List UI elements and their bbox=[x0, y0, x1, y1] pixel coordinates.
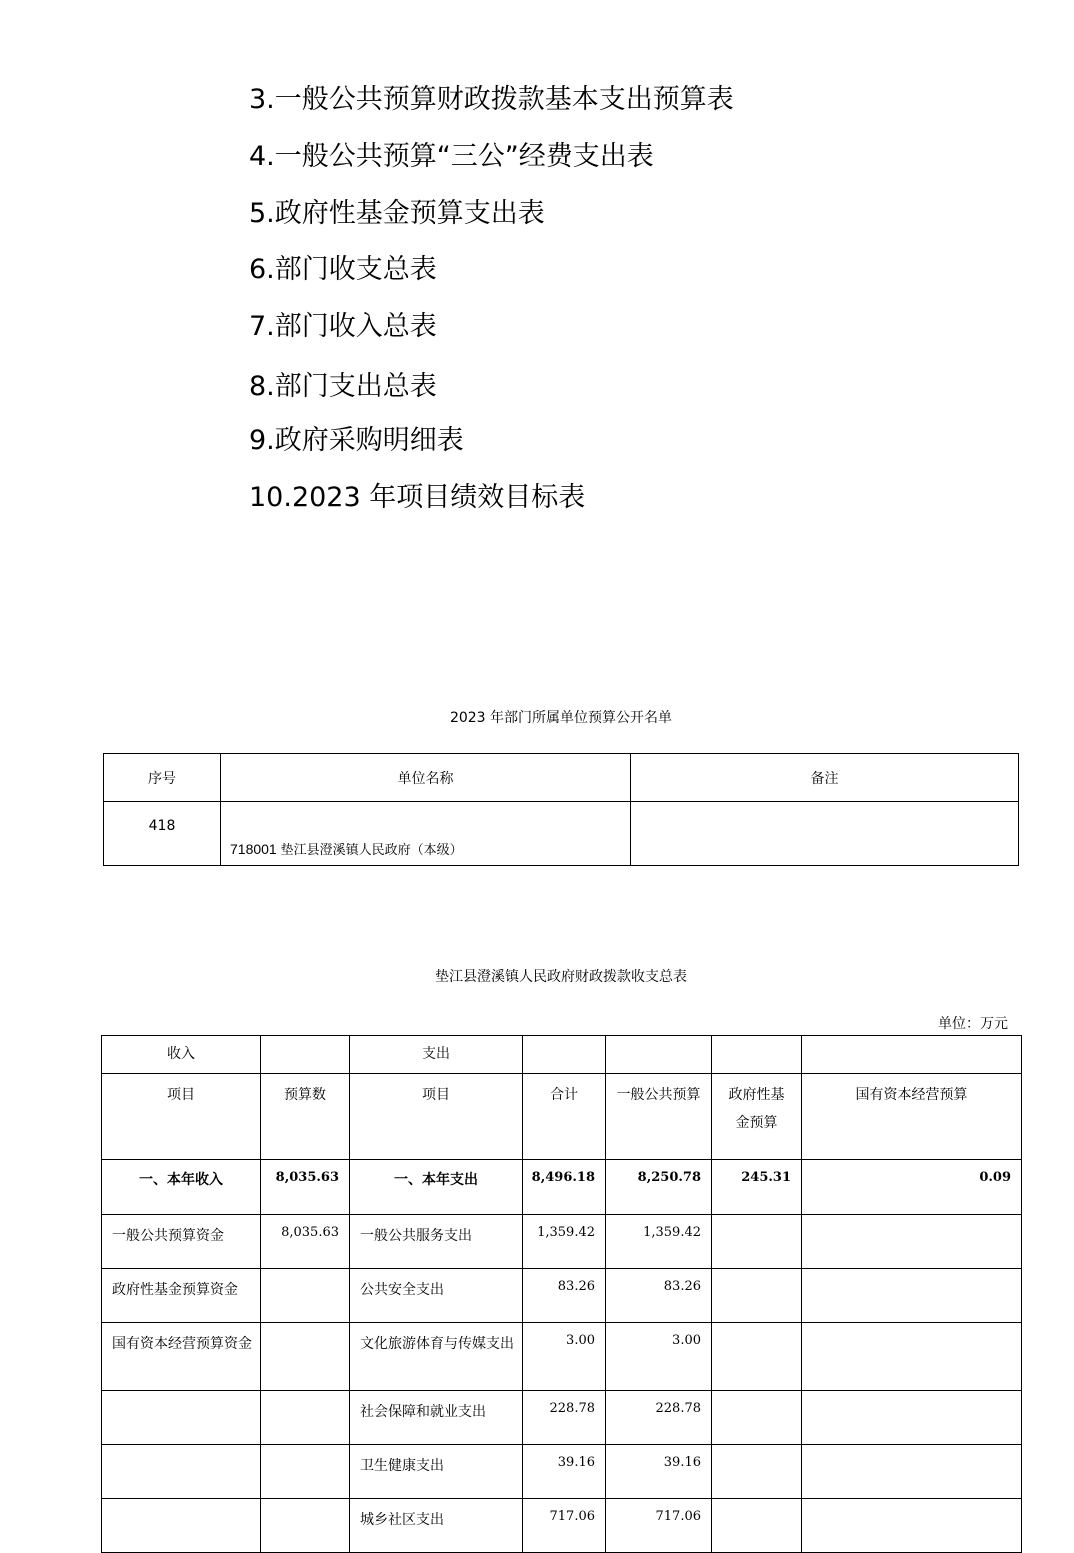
total-expense-value: 8,496.18 bbox=[523, 1160, 606, 1215]
unit-name: 垫江县澄溪镇人民政府（本级） bbox=[280, 843, 463, 858]
expense-total: 3.00 bbox=[523, 1323, 606, 1391]
income-value bbox=[261, 1391, 350, 1445]
empty-cell bbox=[802, 1036, 1022, 1074]
toc-item: 9.政府采购明细表 bbox=[249, 425, 464, 456]
table-row bbox=[102, 1499, 1022, 1553]
toc-item: 5.政府性基金预算支出表 bbox=[249, 198, 545, 229]
expense-item: 文化旅游体育与传媒支出 bbox=[350, 1323, 523, 1391]
toc-item: 6.部门收支总表 bbox=[249, 254, 437, 285]
table-row bbox=[102, 1323, 1022, 1391]
header-total: 合计 bbox=[523, 1074, 606, 1160]
table-row bbox=[102, 1269, 1022, 1323]
toc-item: 3.一般公共预算财政拨款基本支出预算表 bbox=[249, 84, 734, 115]
expense-general: 717.06 bbox=[606, 1499, 712, 1553]
summary-table-title: 垫江县澄溪镇人民政府财政拨款收支总表 bbox=[435, 969, 687, 985]
summary-table bbox=[101, 1035, 1022, 1553]
income-item: 政府性基金预算资金 bbox=[102, 1269, 261, 1323]
expense-general: 39.16 bbox=[606, 1445, 712, 1499]
expense-fund bbox=[712, 1323, 802, 1391]
total-general-budget: 8,250.78 bbox=[606, 1160, 712, 1215]
toc-item: 10.2023 年项目绩效目标表 bbox=[249, 482, 586, 513]
expense-item: 公共安全支出 bbox=[350, 1269, 523, 1323]
expense-item: 城乡社区支出 bbox=[350, 1499, 523, 1553]
expense-total: 717.06 bbox=[523, 1499, 606, 1553]
income-item: 一般公共预算资金 bbox=[102, 1215, 261, 1269]
expense-capital bbox=[802, 1445, 1022, 1499]
expense-capital bbox=[802, 1269, 1022, 1323]
expense-total: 1,359.42 bbox=[523, 1215, 606, 1269]
total-state-capital-budget: 0.09 bbox=[802, 1160, 1022, 1215]
income-header: 收入 bbox=[102, 1036, 261, 1074]
expense-total: 83.26 bbox=[523, 1269, 606, 1323]
expense-fund bbox=[712, 1269, 802, 1323]
table-row bbox=[102, 1215, 1022, 1269]
header-fund-budget: 政府性基金预算 bbox=[712, 1074, 802, 1160]
table-total-row bbox=[102, 1160, 1022, 1215]
total-expense-label: 一、本年支出 bbox=[350, 1160, 523, 1215]
toc-item: 8.部门支出总表 bbox=[249, 371, 437, 402]
table-row bbox=[102, 1445, 1022, 1499]
header-item: 项目 bbox=[350, 1074, 523, 1160]
income-value: 8,035.63 bbox=[261, 1215, 350, 1269]
expense-general: 83.26 bbox=[606, 1269, 712, 1323]
total-fund-budget: 245.31 bbox=[712, 1160, 802, 1215]
header-index: 序号 bbox=[104, 754, 221, 802]
header-note: 备注 bbox=[631, 754, 1019, 802]
header-unit-name: 单位名称 bbox=[221, 754, 631, 802]
expense-capital bbox=[802, 1323, 1022, 1391]
table-top-header-row bbox=[102, 1036, 1022, 1074]
empty-cell bbox=[712, 1036, 802, 1074]
income-value bbox=[261, 1323, 350, 1391]
empty-cell bbox=[523, 1036, 606, 1074]
toc-item: 4.一般公共预算“三公”经费支出表 bbox=[249, 141, 654, 172]
row-index: 418 bbox=[104, 802, 221, 866]
table-row bbox=[104, 802, 1019, 866]
expense-capital bbox=[802, 1499, 1022, 1553]
expense-item: 一般公共服务支出 bbox=[350, 1215, 523, 1269]
empty-cell bbox=[261, 1036, 350, 1074]
income-value bbox=[261, 1445, 350, 1499]
header-general-budget: 一般公共预算 bbox=[606, 1074, 712, 1160]
header-budget: 预算数 bbox=[261, 1074, 350, 1160]
income-value bbox=[261, 1269, 350, 1323]
header-item: 项目 bbox=[102, 1074, 261, 1160]
expense-item: 社会保障和就业支出 bbox=[350, 1391, 523, 1445]
empty-cell bbox=[606, 1036, 712, 1074]
expense-general: 3.00 bbox=[606, 1323, 712, 1391]
toc-item: 7.部门收入总表 bbox=[249, 311, 437, 342]
row-unit-name bbox=[221, 802, 631, 866]
expense-total: 228.78 bbox=[523, 1391, 606, 1445]
income-item bbox=[102, 1445, 261, 1499]
income-item: 国有资本经营预算资金 bbox=[102, 1323, 261, 1391]
list-table-title: 2023 年部门所属单位预算公开名单 bbox=[449, 710, 673, 726]
expense-general: 1,359.42 bbox=[606, 1215, 712, 1269]
expense-fund bbox=[712, 1499, 802, 1553]
expense-capital bbox=[802, 1215, 1022, 1269]
total-income-label: 一、本年收入 bbox=[102, 1160, 261, 1215]
unit-code: 718001 bbox=[230, 841, 277, 857]
row-note bbox=[631, 802, 1019, 866]
table-header-row bbox=[104, 754, 1019, 802]
expense-capital bbox=[802, 1391, 1022, 1445]
income-value bbox=[261, 1499, 350, 1553]
table-row bbox=[102, 1391, 1022, 1445]
table-header-row bbox=[102, 1074, 1022, 1160]
total-income-value: 8,035.63 bbox=[261, 1160, 350, 1215]
income-item bbox=[102, 1499, 261, 1553]
unit-list-table bbox=[103, 753, 1019, 866]
header-state-capital-budget: 国有资本经营预算 bbox=[802, 1074, 1022, 1160]
expense-fund bbox=[712, 1215, 802, 1269]
expense-item: 卫生健康支出 bbox=[350, 1445, 523, 1499]
expense-fund bbox=[712, 1445, 802, 1499]
expense-total: 39.16 bbox=[523, 1445, 606, 1499]
unit-label: 单位：万元 bbox=[938, 1016, 1008, 1032]
expense-header: 支出 bbox=[350, 1036, 523, 1074]
income-item bbox=[102, 1391, 261, 1445]
expense-general: 228.78 bbox=[606, 1391, 712, 1445]
expense-fund bbox=[712, 1391, 802, 1445]
